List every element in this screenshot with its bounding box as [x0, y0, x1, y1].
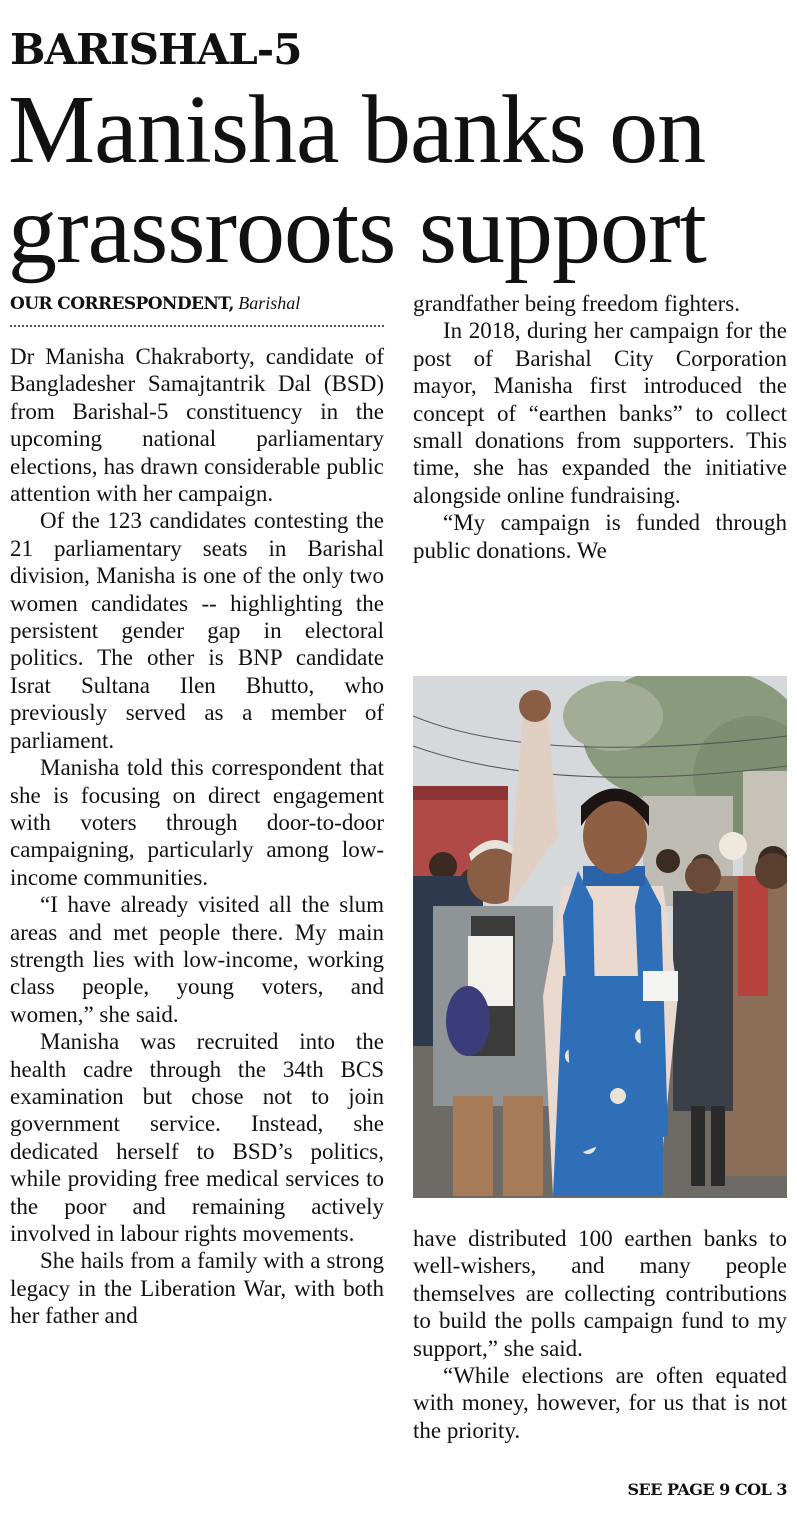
byline-divider [10, 325, 384, 327]
continuation-note: SEE PAGE 9 COL 3 [627, 1480, 787, 1499]
article-column-2-top [413, 290, 787, 564]
body-paragraph: Manisha was recruited into the health cadre through the 34th BCS examination but chose not to join government service. Instead, she dedicated herself to BSD’s politics, while providing free medical services to the poor and remaining actively involved in labour rights movements. [10, 1029, 384, 1246]
body-paragraph: have distributed 100 earthen banks to well-wishers, and many people themselves are collecting contributions to build the polls campaign fund to my support,” she said. [413, 1226, 787, 1361]
byline-location: Barishal [238, 293, 301, 313]
article-headline: Manisha banks on grassroots support [8, 76, 706, 284]
campaign-photo-illustration [413, 676, 787, 1198]
byline [10, 290, 384, 317]
body-paragraph: “While elections are often equated with money, however, for us that is not the priority. [413, 1363, 787, 1443]
body-paragraph: In 2018, during her campaign for the post of Barishal City Corporation mayor, Manisha first introduced the concept of “earthen banks” to collect small donations from supporters. This time, she has expanded the initiative alongside online fundraising. [413, 318, 787, 508]
article-kicker: BARISHAL-5 [10, 25, 302, 74]
article-column-1 [10, 343, 384, 1330]
body-paragraph: “My campaign is funded through public donations. We [413, 510, 787, 563]
body-paragraph: She hails from a family with a strong legacy in the Liberation War, with both her father and [10, 1248, 384, 1329]
byline-author: OUR CORRESPONDENT, [10, 294, 234, 314]
body-paragraph: grandfather being freedom fighters. [413, 291, 740, 316]
article-column-2-bottom [413, 1225, 787, 1444]
body-paragraph: Manisha told this correspondent that she is focusing on direct engagement with voters through door-to-door campaigning, particularly among low-income communities. [10, 755, 384, 890]
campaign-photo [413, 676, 787, 1198]
body-paragraph: Dr Manisha Chakraborty, candidate of Bangladesher Samajtantrik Dal (BSD) from Barishal-5 constituency in the upcoming national parliamentary elections, has drawn considerable public attention with her campaign. [10, 344, 384, 507]
body-paragraph: Of the 123 candidates contesting the 21 parliamentary seats in Barishal division, Manisha is one of the only two women candidates -- highlighting the persistent gender gap in electoral politics. The other is BNP candidate Israt Sultana Ilen Bhutto, who previously served as a member of parliament. [10, 508, 384, 753]
body-paragraph: “I have already visited all the slum areas and met people there. My main strength lies with low-income, working class people, young voters, and women,” she said. [10, 892, 384, 1027]
